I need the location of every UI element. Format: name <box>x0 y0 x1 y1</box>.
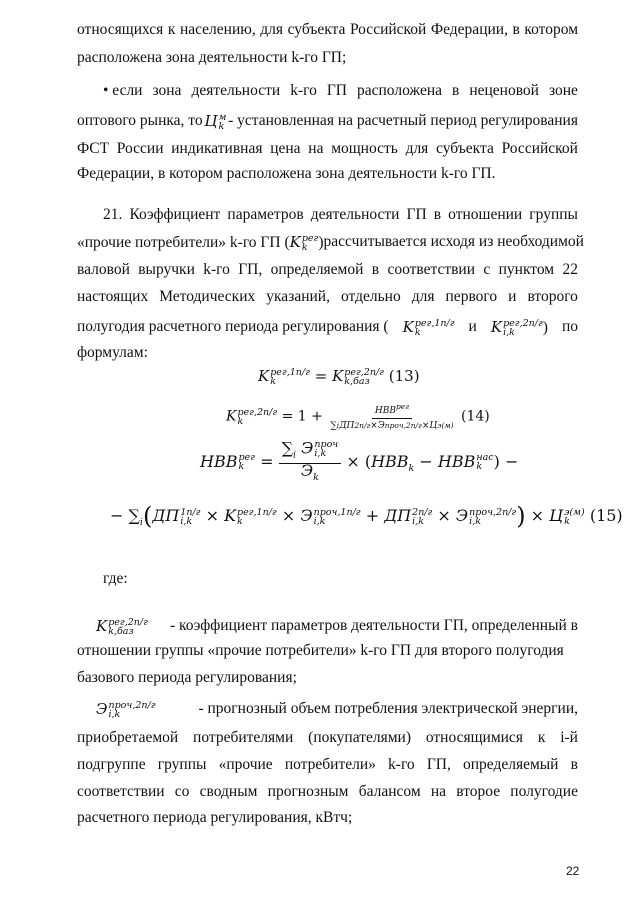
text-line: расчетного периода регулирования, кВтч; <box>77 809 353 826</box>
text-line: соответствии со сводным прогнозным балансом на второе полугодие <box>77 783 578 800</box>
where-label: где: <box>103 570 128 587</box>
bullet-line: • если зона деятельности k-го ГП расположена в неценовой зоне <box>103 82 578 99</box>
text-line: расположена зона деятельности k-го ГП; <box>77 49 347 66</box>
formula-14: K рег,2п/г k = 1 + $\frac{НВВ^{рег}}{\text{∑iДП2п/г×Эпроч,2п/г×Цэ(м)}}$ (14) <box>226 402 490 431</box>
definition-line: K рег,2п/г k,баз - коэффициент параметров деятельности ГП, определенный в <box>96 617 578 637</box>
text-line: оптового рынка, то Ц м k - установленная на расчетный период регулирования <box>77 112 578 132</box>
text-line: относящихся к населению, для субъекта Российской Федерации, в котором <box>77 21 578 38</box>
text-line: Федерации, в котором расположена зона деятельности k-го ГП. <box>77 165 496 182</box>
text-line: базового периода регулирования; <box>77 669 297 686</box>
page-number: 22 <box>566 864 580 878</box>
text-line: настоящих Методических указаний, отдельно для первого и второго <box>77 288 578 305</box>
text-line: полугодия расчетного периода регулирования ( K рег,1п/г k и K рег,2п/г i,k ) по <box>77 318 578 338</box>
formula-15-line-2: − $\sum_i(ДП$ 1п/г i,k × K рег,1п/г k × Э проч,1п/г i,k + ДП 2п/г i,k × Э проч,2п/г i,k ) × Ц э(м) k (15) <box>110 502 623 530</box>
text-line: подгруппе группы «прочие потребители» k-го ГП, определяемый в <box>77 756 578 773</box>
definition-line: Э проч,2п/г i,k - прогнозный объем потребления электрической энергии, <box>96 700 578 720</box>
text-line: приобретаемой потребителями (покупателями) относящимися к i-й <box>77 729 578 746</box>
text-line: формулам: <box>77 344 148 361</box>
text-line: ФСТ России индикативная цена на мощность для субъекта Российской <box>77 140 578 157</box>
indicative-price-symbol: Ц м k <box>204 112 227 132</box>
text-line: валовой выручки k-го ГП, определяемой в соответствии с пунктом 22 <box>77 261 578 278</box>
text-line: отношении группы «прочие потребители» k-го ГП для второго полугодия <box>77 642 564 659</box>
formula-15-line-1: НВВ рег k = $\sum_i$ Э проч i,k $Э_k$ × ($НВВ_k$ − НВВ нас k ) − <box>200 438 519 483</box>
formula-13: K рег,1п/г k = K рег,2п/г k,баз (13) <box>258 367 420 387</box>
text-line: 21. Коэффициент параметров деятельности ГП в отношении группы <box>103 206 578 223</box>
text-line: «прочие потребители» k-го ГП (K рег k ) рассчитывается исходя из необходимой <box>77 233 584 253</box>
